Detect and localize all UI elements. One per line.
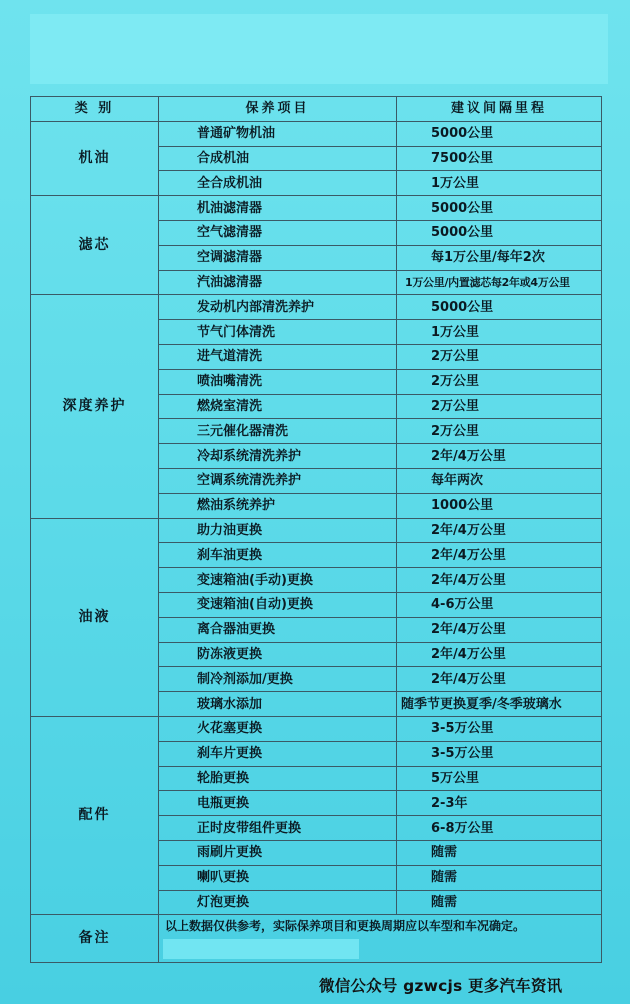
interval-cell: 2年/4万公里 [397,642,602,667]
item-cell: 进气道清洗 [159,344,397,369]
interval-cell: 2万公里 [397,419,602,444]
note-text: 以上数据仅供参考，实际保养项目和更换周期应以车型和车况确定。 [165,919,526,934]
item-cell: 刹车片更换 [159,741,397,766]
table-header-row [31,97,602,122]
interval-cell: 2年/4万公里 [397,518,602,543]
interval-cell: 2万公里 [397,369,602,394]
item-cell: 冷却系统清洗养护 [159,444,397,469]
item-cell: 雨刷片更换 [159,840,397,865]
table-row [31,716,602,741]
interval-cell: 1万公里 [397,171,602,196]
item-cell: 汽油滤清器 [159,270,397,295]
note-highlight-strip [163,939,359,959]
interval-cell: 2年/4万公里 [397,444,602,469]
interval-cell: 5000公里 [397,121,602,146]
interval-cell: 3-5万公里 [397,741,602,766]
table-row [31,121,602,146]
interval-cell: 随需 [397,840,602,865]
table-row [31,518,602,543]
table-row [31,295,602,320]
interval-cell: 2年/4万公里 [397,667,602,692]
category-cell: 机油 [31,121,159,195]
item-cell: 变速箱油(自动)更换 [159,592,397,617]
item-cell: 防冻液更换 [159,642,397,667]
item-cell: 喇叭更换 [159,865,397,890]
interval-cell: 2万公里 [397,394,602,419]
item-cell: 助力油更换 [159,518,397,543]
item-cell: 空调系统清洗养护 [159,468,397,493]
item-cell: 电瓶更换 [159,791,397,816]
item-cell: 正时皮带组件更换 [159,816,397,841]
interval-cell: 5000公里 [397,196,602,221]
interval-cell: 4-6万公里 [397,592,602,617]
top-banner [30,14,608,84]
interval-cell: 2-3年 [397,791,602,816]
item-cell: 轮胎更换 [159,766,397,791]
footer-caption: 微信公众号 gzwcjs 更多汽车资讯 [319,977,563,995]
item-cell: 燃烧室清洗 [159,394,397,419]
item-cell: 变速箱油(手动)更换 [159,568,397,593]
item-cell: 合成机油 [159,146,397,171]
category-cell: 配件 [31,716,159,914]
interval-cell: 2年/4万公里 [397,617,602,642]
item-cell: 刹车油更换 [159,543,397,568]
interval-cell: 每年两次 [397,468,602,493]
category-cell: 油液 [31,518,159,716]
table-row [31,196,602,221]
header-category: 类 别 [31,97,159,122]
item-cell: 发动机内部清洗养护 [159,295,397,320]
item-cell: 机油滤清器 [159,196,397,221]
interval-cell: 5万公里 [397,766,602,791]
item-cell: 全合成机油 [159,171,397,196]
table-body [31,121,602,915]
interval-cell: 5000公里 [397,295,602,320]
item-cell: 普通矿物机油 [159,121,397,146]
interval-cell: 5000公里 [397,220,602,245]
interval-cell: 随需 [397,890,602,915]
interval-cell: 3-5万公里 [397,716,602,741]
item-cell: 灯泡更换 [159,890,397,915]
interval-cell: 6-8万公里 [397,816,602,841]
item-cell: 制冷剂添加/更换 [159,667,397,692]
item-cell: 三元催化器清洗 [159,419,397,444]
interval-cell: 2年/4万公里 [397,568,602,593]
interval-cell: 随季节更换夏季/冬季玻璃水 [397,692,602,717]
item-cell: 玻璃水添加 [159,692,397,717]
header-interval: 建议间隔里程 [397,97,602,122]
item-cell: 空气滤清器 [159,220,397,245]
category-cell: 深度养护 [31,295,159,518]
interval-cell: 7500公里 [397,146,602,171]
interval-cell: 1000公里 [397,493,602,518]
interval-cell: 随需 [397,865,602,890]
note-row [31,915,602,963]
note-cell [159,915,602,963]
interval-cell: 2万公里 [397,344,602,369]
item-cell: 离合器油更换 [159,617,397,642]
category-cell: 滤芯 [31,196,159,295]
item-cell: 燃油系统养护 [159,493,397,518]
maintenance-table [30,96,602,963]
item-cell: 火花塞更换 [159,716,397,741]
interval-cell: 每1万公里/每年2次 [397,245,602,270]
item-cell: 节气门体清洗 [159,320,397,345]
interval-cell: 2年/4万公里 [397,543,602,568]
interval-cell: 1万公里 [397,320,602,345]
header-item: 保养项目 [159,97,397,122]
item-cell: 喷油嘴清洗 [159,369,397,394]
item-cell: 空调滤清器 [159,245,397,270]
interval-cell: 1万公里/内置滤芯每2年或4万公里 [397,270,602,295]
note-category: 备注 [31,915,159,963]
